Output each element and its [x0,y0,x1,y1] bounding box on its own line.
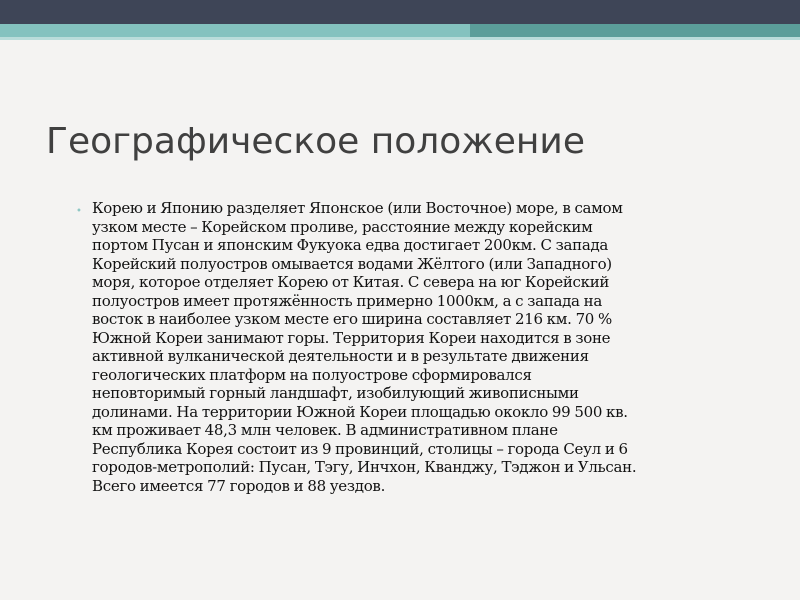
slide-content [76,199,744,495]
body-line: портом Пусан и японским Фукуока едва достигает 200км. С запада [92,236,609,254]
body-line: Всего имеется 77 городов и 88 уездов. [92,476,386,495]
body-line: Корею и Японию разделяет Японское (или Восточное) море, в самом [92,199,623,217]
bullet-dot-icon: • [76,206,82,217]
body-line: активной вулканической деятельности и в результате движения [92,347,589,365]
header-dark-band [0,0,800,24]
body-line: узком месте – Корейском проливе, расстояние между корейским [92,217,593,236]
body-line: моря, которое отделяет Корею от Китая. С севера на юг Корейский [92,273,610,291]
bullet-item [76,199,744,495]
body-line: Республика Корея состоит из 9 провинций, столицы – города Сеул и 6 [92,439,628,458]
header-divider-line [0,37,800,40]
body-line: неповторимый горный ландшафт, изобилующий живописными [92,384,579,402]
body-line: геологических платформ на полуострове сформировался [92,365,532,384]
body-line: Корейский полуостров омывается водами Жёлтого (или Западного) [92,254,612,273]
body-line: восток в наиболее узком месте его ширина составляет 216 км. 70 % [92,310,612,328]
body-line: км проживает 48,3 млн человек. В административном плане [92,421,558,439]
body-line: долинами. На территории Южной Кореи площадью ококло 99 500 кв. [92,402,628,421]
body-line: городов-метрополий: Пусан, Тэгу, Инчхон, Кванджу, Тэджон и Ульсан. [92,458,637,476]
slide-title: Географическое положение [46,121,585,162]
body-line: полуостров имеет протяжённость примерно 1000км, а с запада на [92,291,602,310]
body-line: Южной Кореи занимают горы. Территория Кореи находится в зоне [92,328,611,347]
header-teal-accent [470,24,800,37]
